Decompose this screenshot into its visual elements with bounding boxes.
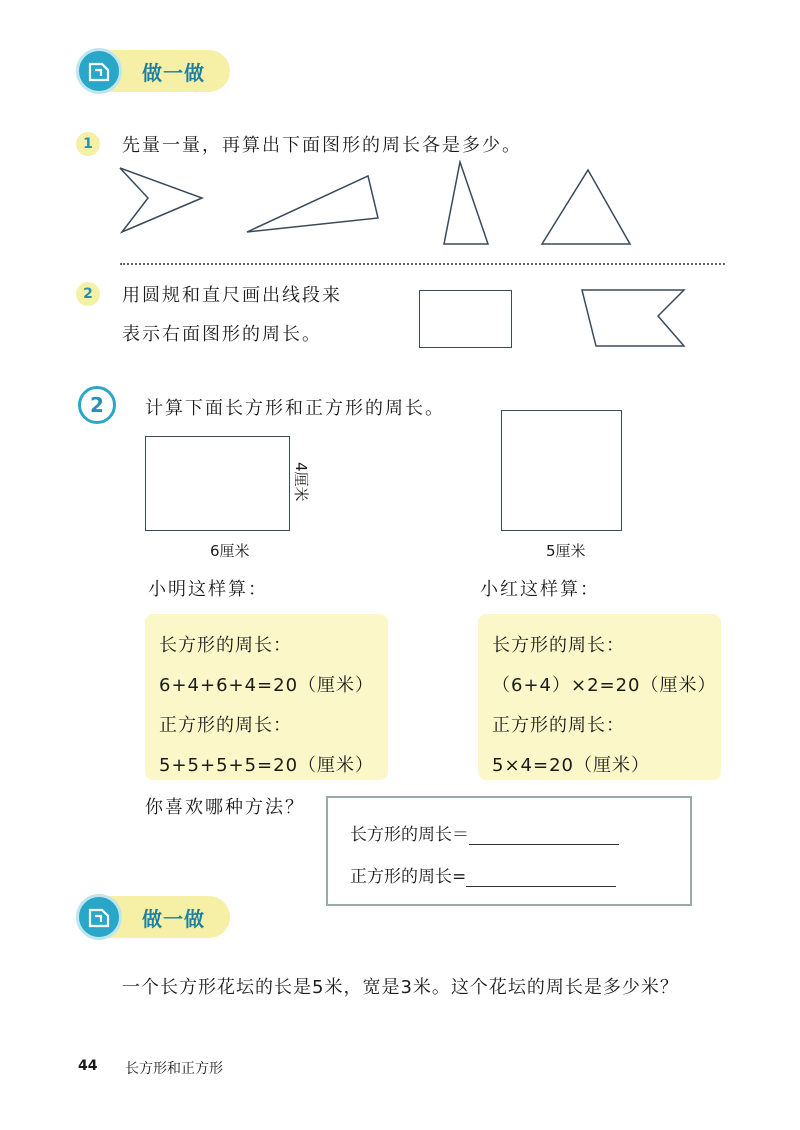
question-number: 2	[76, 282, 100, 306]
calc-line: 正方形的周长：	[492, 715, 625, 736]
rect-height-label: 4厘米	[292, 462, 310, 502]
rectangle-figure	[145, 436, 290, 531]
rectangle-shape	[419, 290, 512, 348]
calc-line: 长方形的周长：	[159, 635, 292, 656]
banner-icon-circle	[76, 48, 122, 94]
rect-width-label: 6厘米	[210, 542, 250, 560]
arrow-shape	[120, 168, 202, 232]
chapter-title: 长方形和正方形	[125, 1061, 223, 1077]
calc-line: 长方形的周长：	[492, 635, 625, 656]
flag-shape	[578, 286, 688, 352]
banner-title: 做一做	[142, 61, 205, 85]
answer-label: 正方形的周长=	[350, 867, 467, 887]
question-text-line2: 表示右面图形的周长。	[122, 324, 322, 345]
banner-icon-circle	[76, 894, 122, 940]
answer-blank[interactable]	[466, 868, 616, 887]
answer-box	[326, 796, 692, 906]
obtuse-triangle-shape	[247, 176, 378, 232]
preference-question: 你喜欢哪种方法？	[145, 797, 305, 818]
example-number: 2	[78, 386, 116, 424]
square-side-label: 5厘米	[546, 542, 586, 560]
calc-line: 5+5+5+5=20（厘米）	[159, 755, 375, 776]
square-figure	[501, 410, 622, 531]
dotted-divider	[120, 263, 725, 265]
section-banner-1	[76, 48, 236, 94]
calc-line: 正方形的周长：	[159, 715, 292, 736]
xiaoming-calc-card	[145, 614, 388, 780]
example-text: 计算下面长方形和正方形的周长。	[145, 398, 445, 419]
section-banner-2	[76, 894, 236, 940]
pencil-notebook-icon	[88, 60, 110, 82]
answer-row-square	[350, 862, 616, 887]
banner-title: 做一做	[142, 907, 205, 931]
answer-row-rect	[350, 820, 619, 845]
answer-blank[interactable]	[469, 826, 619, 845]
pencil-notebook-icon	[88, 906, 110, 928]
equilateral-triangle-shape	[542, 170, 630, 244]
shapes-row-1	[110, 160, 650, 255]
question-text: 先量一量，再算出下面图形的周长各是多少。	[122, 135, 522, 156]
xiaohong-calc-card	[478, 614, 721, 780]
xiaohong-intro: 小红这样算：	[480, 579, 600, 600]
flowerbed-problem: 一个长方形花坛的长是5米，宽是3米。这个花坛的周长是多少米？	[122, 977, 679, 998]
answer-label: 长方形的周长＝	[350, 825, 469, 845]
question-number: 1	[76, 132, 100, 156]
calc-line: 5×4=20（厘米）	[492, 755, 650, 776]
question-text-line1: 用圆规和直尺画出线段来	[122, 285, 342, 306]
page-number: 44	[78, 1058, 98, 1074]
xiaoming-intro: 小明这样算：	[148, 579, 268, 600]
calc-line: 6+4+6+4=20（厘米）	[159, 675, 375, 696]
calc-line: （6+4）×2=20（厘米）	[492, 675, 717, 696]
tall-triangle-shape	[444, 162, 488, 244]
